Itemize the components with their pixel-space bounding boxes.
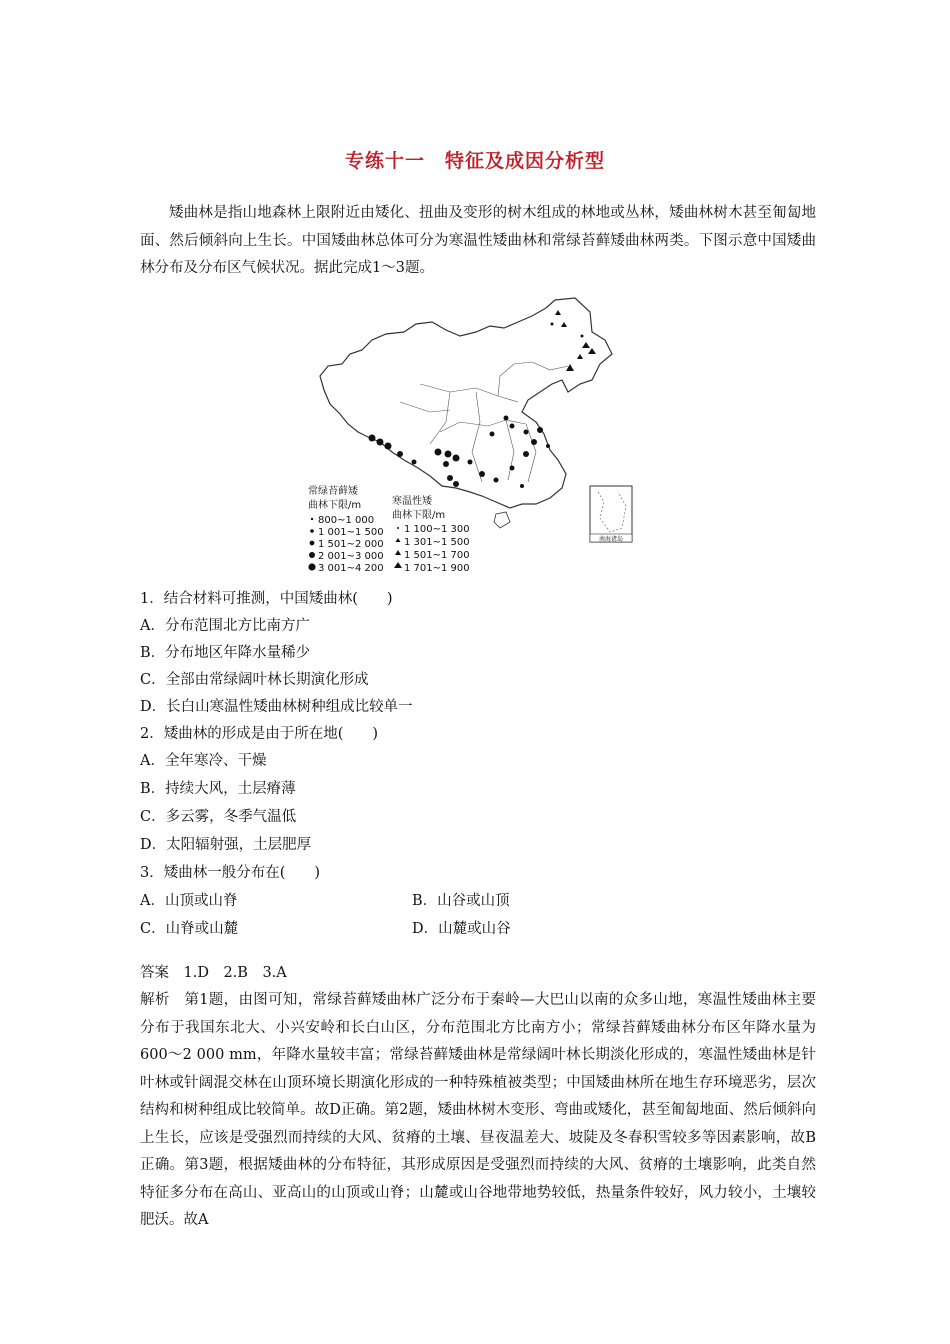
legend-evergreen-item: 3 001~4 200: [318, 563, 384, 574]
china-outline: [320, 298, 612, 508]
question-2-option-d: D．太阳辐射强，土层肥厚: [140, 837, 312, 853]
south-china-sea-inset: [590, 486, 632, 543]
inset-label: 南海诸岛: [598, 536, 624, 543]
question-1-option-a: A．分布范围北方比南方广: [140, 618, 310, 634]
legend-evergreen-item: 2 001~3 000: [318, 551, 384, 562]
page-title: 专练十一 特征及成因分析型: [344, 150, 605, 172]
question-2-option-c: C．多云雾，冬季气温低: [140, 809, 297, 825]
intro-paragraph: 矮曲林是指山地森林上限附近由矮化、扭曲及变形的树木组成的林地或丛林，矮曲林树木甚至匍匐地面、然后倾斜向上生长。中国矮曲林总体可分为寒温性矮曲林和常绿苔藓矮曲林两类。下图示意中国矮曲林分布及分布区气候状况。据此完成1～3题。: [140, 205, 816, 276]
question-3-option-c: C．山脊或山麓: [140, 921, 239, 937]
legend-evergreen-title-1: 常绿苔藓矮: [308, 486, 358, 497]
question-1-stem: 1．结合材料可推测，中国矮曲林( ): [140, 591, 393, 607]
legend-evergreen: [308, 484, 384, 574]
legend-cold-item: 1 301~1 500: [404, 537, 470, 548]
answer-line: 答案 1.D 2.B 3.A: [140, 965, 287, 981]
legend-evergreen-item: 800~1 000: [318, 515, 375, 526]
question-3-stem: 3．矮曲林一般分布在( ): [140, 865, 321, 881]
legend-evergreen-item: 1 001~1 500: [318, 527, 384, 538]
question-2-option-b: B．持续大风，土层瘠薄: [140, 781, 296, 797]
question-1-option-d: D．长白山寒温性矮曲林树种组成比较单一: [140, 699, 413, 715]
legend-cold-title-2: 曲林下限/m: [392, 510, 446, 521]
question-2-option-a: A．全年寒冷、干燥: [140, 753, 267, 769]
legend-evergreen-title-2: 曲林下限/m: [308, 500, 362, 511]
question-3-option-d: D．山麓或山谷: [412, 921, 511, 937]
legend-cold-item: 1 100~1 300: [404, 524, 470, 535]
cold-temperate-sites: [551, 310, 597, 371]
question-3-option-b: B．山谷或山顶: [412, 893, 510, 909]
china-dwarf-forest-map: [300, 292, 650, 577]
analysis-paragraph: 解析 第1题，由图可知，常绿苔藓矮曲林广泛分布于秦岭—大巴山以南的众多山地，寒温性矮曲林主要分布于我国东北大、小兴安岭和长白山区，分布范围北方比南方小；常绿苔藓矮曲林分布区年降水量为600～2 000 mm，年降水量较丰富；常绿苔藓矮曲林是常绿阔叶林长期淡化形成的，寒温性矮曲林是针叶林或针阔混交林在山顶环境长期演化形成的一种特殊植被类型；中国矮曲林所在地生存环境恶劣，层次结构和树种组成比较简单。故D正确。第2题，矮曲林树木变形、弯曲或矮化，甚至匍匐地面、然后倾斜向上生长，应该是受强烈而持续的大风、贫瘠的土壤、昼夜温差大、坡陡及冬春积雪较多等因素影响，故B正确。第3题，根据矮曲林的分布特征，其形成原因是受强烈而持续的大风、贫瘠的土壤影响，此类自然特征多分布在高山、亚高山的山顶或山脊；山麓或山谷地带地势较低，热量条件较好，风力较小，土壤较肥沃。故A: [140, 992, 816, 1228]
question-2-stem: 2．矮曲林的形成是由于所在地( ): [140, 726, 379, 742]
question-3-option-a: A．山顶或山脊: [140, 893, 238, 909]
legend-cold-temperate: [392, 494, 470, 574]
question-1-option-b: B．分布地区年降水量稀少: [140, 645, 311, 661]
evergreen-sites: [369, 416, 551, 489]
legend-cold-item: 1 501~1 700: [404, 550, 470, 561]
legend-cold-title-1: 寒温性矮: [392, 496, 432, 507]
legend-evergreen-item: 1 501~2 000: [318, 539, 384, 550]
legend-cold-item: 1 701~1 900: [404, 563, 470, 574]
question-1-option-c: C．全部由常绿阔叶林长期演化形成: [140, 672, 369, 688]
